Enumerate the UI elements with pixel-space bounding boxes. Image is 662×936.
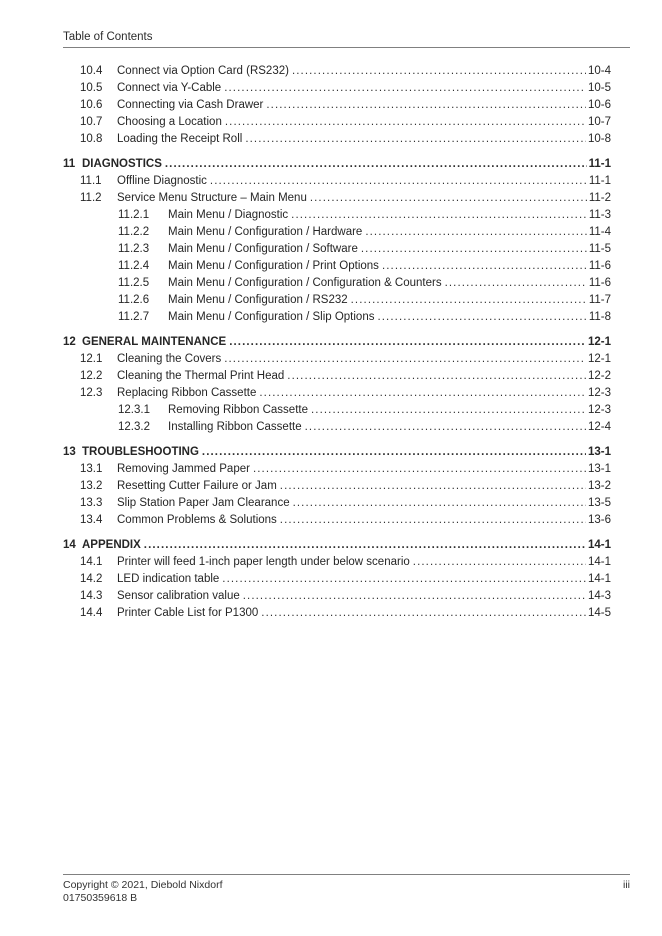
page-header-title: Table of Contents (63, 31, 153, 43)
toc-entry-11-2-1[interactable] (63, 207, 611, 224)
toc-group (63, 156, 611, 326)
page-footer (63, 874, 630, 905)
toc-entry-page: 13-5 (587, 497, 611, 509)
toc-entry-10-8[interactable] (63, 131, 611, 148)
toc-entry-12-1[interactable] (63, 351, 611, 368)
toc-entry-label: Main Menu / Configuration / RS232 (168, 294, 348, 306)
toc-entry-11[interactable] (63, 156, 611, 173)
dot-leader (224, 80, 586, 97)
toc-entry-number: 12.3.2 (118, 421, 150, 433)
toc-entry-number: 10.5 (80, 82, 103, 94)
toc-entry-label: Main Menu / Configuration / Print Options (168, 260, 379, 272)
toc-entry-page: 12-3 (587, 404, 611, 416)
toc-entry-11-2-5[interactable] (63, 275, 611, 292)
dot-leader (280, 478, 586, 495)
toc-entry-label: Connect via Y-Cable (117, 82, 222, 94)
toc-entry-14-1[interactable] (63, 554, 611, 571)
toc-entry-page: 14-1 (587, 539, 611, 551)
toc-entry-14-3[interactable] (63, 588, 611, 605)
toc-entry-13-4[interactable] (63, 512, 611, 529)
toc-entry-page: 12-3 (587, 387, 611, 399)
toc-entry-number: 13 (63, 446, 76, 458)
dot-leader (361, 241, 587, 258)
dot-leader (253, 461, 586, 478)
toc-entry-page: 14-5 (587, 607, 611, 619)
dot-leader (243, 588, 586, 605)
toc-entry-number: 11.2.6 (118, 294, 150, 306)
dot-leader (225, 114, 586, 131)
toc-entry-label: Main Menu / Diagnostic (168, 209, 289, 221)
toc-entry-page: 11-8 (588, 311, 611, 323)
toc-entry-label: Offline Diagnostic (117, 175, 207, 187)
toc-entry-page: 11-3 (588, 209, 611, 221)
toc-entry-number: 10.4 (80, 65, 103, 77)
toc-entry-number: 13.4 (80, 514, 103, 526)
toc-entry-page: 14-3 (587, 590, 611, 602)
toc-entry-label: Common Problems & Solutions (117, 514, 277, 526)
toc-entry-number: 11.2.4 (118, 260, 150, 272)
toc-entry-label: Replacing Ribbon Cassette (117, 387, 257, 399)
toc-entry-label: GENERAL MAINTENANCE (82, 336, 227, 348)
toc-entry-number: 10.8 (80, 133, 103, 145)
dot-leader (144, 537, 586, 554)
toc-entry-10-7[interactable] (63, 114, 611, 131)
dot-leader (365, 224, 587, 241)
dot-leader (259, 385, 586, 402)
dot-leader (413, 554, 586, 571)
toc-entry-page: 13-2 (587, 480, 611, 492)
toc-entry-13-2[interactable] (63, 478, 611, 495)
toc-entry-label: Main Menu / Configuration / Configuration & Counters (168, 277, 442, 289)
toc-entry-label: Sensor calibration value (117, 590, 240, 602)
toc-entry-number: 13.3 (80, 497, 103, 509)
dot-leader (310, 190, 587, 207)
toc-entry-page: 12-4 (587, 421, 611, 433)
footer-copyright: Copyright © 2021, Diebold Nixdorf (63, 879, 223, 891)
toc-entry-page: 11-1 (588, 158, 611, 170)
toc-entry-page: 10-8 (587, 133, 611, 145)
footer-left (63, 879, 623, 905)
toc-group (63, 334, 611, 436)
toc-entry-14-4[interactable] (63, 605, 611, 622)
toc-entry-11-2-6[interactable] (63, 292, 611, 309)
dot-leader (202, 444, 586, 461)
dot-leader (261, 605, 586, 622)
toc-entry-page: 12-1 (587, 353, 611, 365)
toc-entry-number: 14.4 (80, 607, 103, 619)
table-of-contents (63, 63, 611, 622)
toc-entry-12-2[interactable] (63, 368, 611, 385)
footer-doc-number: 01750359618 B (63, 892, 138, 904)
toc-entry-page: 13-6 (587, 514, 611, 526)
dot-leader (280, 512, 586, 529)
toc-entry-label: TROUBLESHOOTING (82, 446, 199, 458)
toc-entry-13-1[interactable] (63, 461, 611, 478)
toc-entry-11-2-3[interactable] (63, 241, 611, 258)
toc-entry-number: 14.2 (80, 573, 103, 585)
footer-page-number: iii (623, 879, 630, 891)
toc-entry-number: 11.2.3 (118, 243, 150, 255)
toc-entry-number: 14.3 (80, 590, 103, 602)
dot-leader (287, 368, 586, 385)
toc-group (63, 63, 611, 148)
toc-entry-14-2[interactable] (63, 571, 611, 588)
dot-leader (222, 571, 586, 588)
toc-entry-page: 14-1 (587, 556, 611, 568)
toc-entry-label: Slip Station Paper Jam Clearance (117, 497, 290, 509)
toc-entry-page: 11-2 (588, 192, 611, 204)
toc-entry-label: Cleaning the Thermal Print Head (117, 370, 285, 382)
toc-entry-number: 14.1 (80, 556, 103, 568)
toc-entry-11-2[interactable] (63, 190, 611, 207)
dot-leader (311, 402, 586, 419)
toc-entry-10-6[interactable] (63, 97, 611, 114)
toc-entry-number: 11.2 (80, 192, 102, 204)
toc-entry-number: 14 (63, 539, 76, 551)
toc-entry-label: Main Menu / Configuration / Hardware (168, 226, 363, 238)
toc-entry-page: 11-6 (588, 277, 611, 289)
toc-entry-label: Printer will feed 1-inch paper length under below scenario (117, 556, 410, 568)
toc-entry-label: Resetting Cutter Failure or Jam (117, 480, 277, 492)
toc-entry-label: DIAGNOSTICS (82, 158, 162, 170)
toc-entry-label: Service Menu Structure – Main Menu (117, 192, 307, 204)
toc-entry-page: 11-6 (588, 260, 611, 272)
toc-entry-page: 10-4 (587, 65, 611, 77)
toc-entry-page: 11-1 (588, 175, 611, 187)
toc-entry-page: 11-7 (588, 294, 611, 306)
toc-group (63, 537, 611, 622)
toc-entry-number: 12.3.1 (118, 404, 150, 416)
toc-entry-number: 10.7 (80, 116, 103, 128)
toc-entry-label: Cleaning the Covers (117, 353, 222, 365)
toc-entry-number: 11.2.7 (118, 311, 150, 323)
toc-entry-page: 10-7 (587, 116, 611, 128)
toc-entry-13-3[interactable] (63, 495, 611, 512)
toc-entry-page: 13-1 (587, 446, 611, 458)
toc-entry-10-4[interactable] (63, 63, 611, 80)
toc-entry-10-5[interactable] (63, 80, 611, 97)
toc-entry-label: Removing Ribbon Cassette (168, 404, 308, 416)
toc-entry-label: Choosing a Location (117, 116, 222, 128)
toc-entry-number: 12.2 (80, 370, 103, 382)
toc-entry-number: 13.1 (80, 463, 103, 475)
toc-entry-label: LED indication table (117, 573, 220, 585)
toc-entry-number: 13.2 (80, 480, 103, 492)
dot-leader (266, 97, 586, 114)
toc-entry-12[interactable] (63, 334, 611, 351)
dot-leader (210, 173, 587, 190)
toc-entry-12-3-1[interactable] (63, 402, 611, 419)
toc-entry-label: Connecting via Cash Drawer (117, 99, 264, 111)
toc-entry-label: Connect via Option Card (RS232) (117, 65, 289, 77)
toc-entry-page: 10-5 (587, 82, 611, 94)
dot-leader (293, 495, 586, 512)
dot-leader (305, 419, 586, 436)
toc-entry-14[interactable] (63, 537, 611, 554)
toc-entry-label: Removing Jammed Paper (117, 463, 250, 475)
toc-entry-label: Installing Ribbon Cassette (168, 421, 302, 433)
dot-leader (382, 258, 587, 275)
toc-entry-page: 13-1 (587, 463, 611, 475)
toc-entry-12-3-2[interactable] (63, 419, 611, 436)
toc-entry-label: Main Menu / Configuration / Software (168, 243, 358, 255)
toc-entry-number: 11.2.1 (118, 209, 150, 221)
dot-leader (245, 131, 586, 148)
toc-entry-number: 11.2.2 (118, 226, 150, 238)
dot-leader (291, 207, 587, 224)
toc-entry-number: 12 (63, 336, 76, 348)
toc-entry-page: 12-2 (587, 370, 611, 382)
toc-entry-number: 12.3 (80, 387, 103, 399)
header-rule (63, 47, 630, 48)
toc-entry-label: Printer Cable List for P1300 (117, 607, 259, 619)
toc-entry-label: APPENDIX (82, 539, 141, 551)
dot-leader (229, 334, 586, 351)
toc-entry-number: 11 (63, 158, 76, 170)
toc-entry-number: 11.2.5 (118, 277, 150, 289)
toc-entry-number: 10.6 (80, 99, 103, 111)
toc-entry-11-2-4[interactable] (63, 258, 611, 275)
toc-entry-label: Loading the Receipt Roll (117, 133, 243, 145)
toc-entry-label: Main Menu / Configuration / Slip Options (168, 311, 375, 323)
toc-entry-page: 11-4 (588, 226, 611, 238)
dot-leader (377, 309, 586, 326)
dot-leader (351, 292, 587, 309)
toc-group (63, 444, 611, 529)
page-header (63, 30, 630, 48)
toc-entry-13[interactable] (63, 444, 611, 461)
dot-leader (292, 63, 586, 80)
toc-entry-page: 10-6 (587, 99, 611, 111)
toc-entry-11-1[interactable] (63, 173, 611, 190)
toc-entry-page: 14-1 (587, 573, 611, 585)
toc-entry-12-3[interactable] (63, 385, 611, 402)
toc-entry-11-2-2[interactable] (63, 224, 611, 241)
toc-entry-number: 11.1 (80, 175, 102, 187)
toc-entry-number: 12.1 (80, 353, 103, 365)
dot-leader (165, 156, 587, 173)
dot-leader (224, 351, 586, 368)
toc-entry-page: 12-1 (587, 336, 611, 348)
toc-entry-page: 11-5 (588, 243, 611, 255)
toc-entry-11-2-7[interactable] (63, 309, 611, 326)
dot-leader (445, 275, 587, 292)
